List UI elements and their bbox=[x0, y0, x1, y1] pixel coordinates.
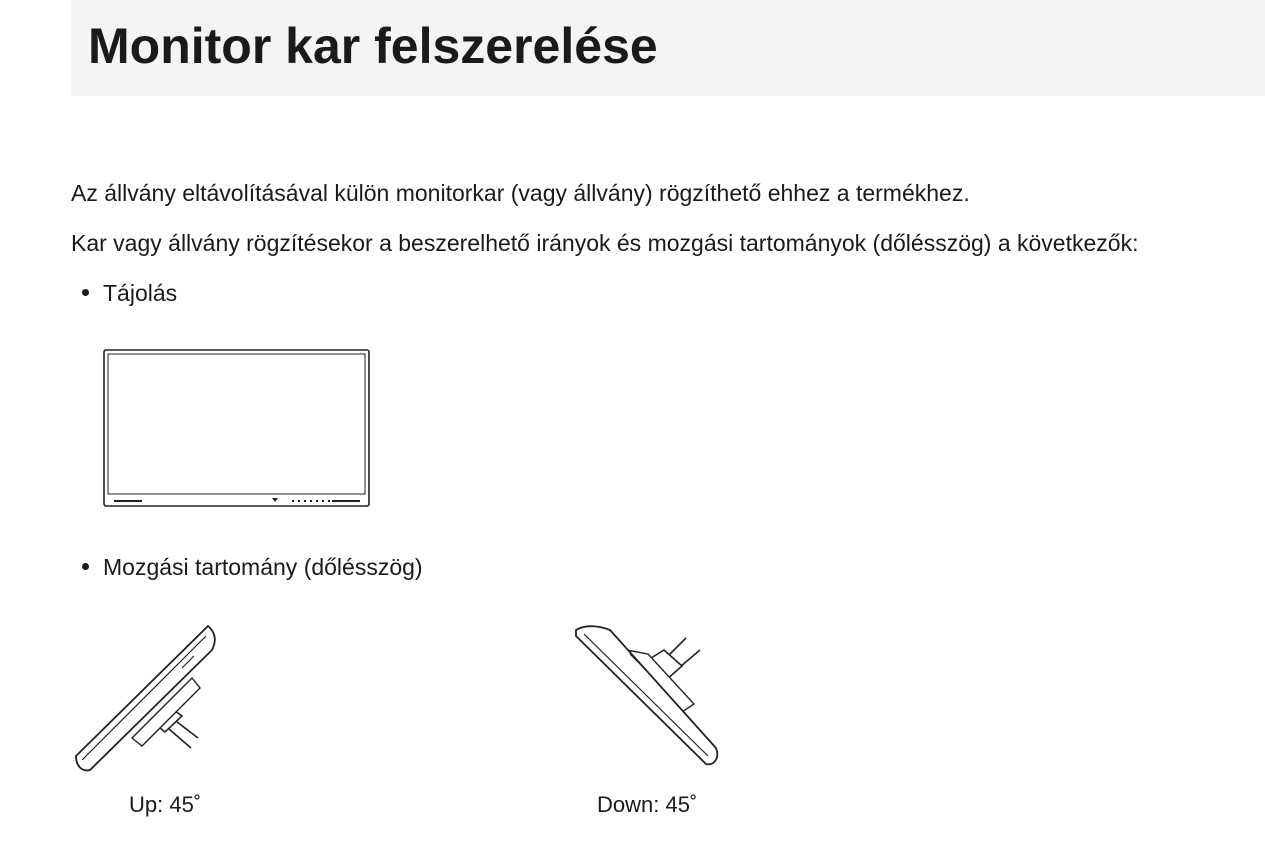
directions-paragraph: Kar vagy állvány rögzítésekor a beszerelhető irányok és mozgási tartományok (dőlésszög) a következők: bbox=[71, 230, 1139, 256]
title-bar bbox=[71, 0, 1265, 96]
bullet-orientation-label: Tájolás bbox=[103, 280, 178, 306]
tilt-up-caption: Up: 45˚ bbox=[129, 792, 202, 817]
bullet-tilt-range bbox=[82, 552, 423, 582]
landscape-monitor-figure bbox=[100, 346, 374, 510]
tilt-up-figure bbox=[70, 620, 220, 776]
intro-paragraph: Az állvány eltávolításával külön monitorkar (vagy állvány) rögzíthető ehhez a termékhez. bbox=[71, 180, 970, 206]
tilt-down-figure bbox=[570, 620, 726, 776]
bullet-orientation bbox=[82, 278, 177, 308]
bullet-dot bbox=[82, 563, 89, 570]
tilt-down-caption: Down: 45˚ bbox=[597, 792, 698, 817]
bullet-dot bbox=[82, 289, 89, 296]
bullet-tilt-range-label: Mozgási tartomány (dőlésszög) bbox=[103, 554, 423, 580]
page-title: Monitor kar felszerelése bbox=[88, 18, 658, 74]
